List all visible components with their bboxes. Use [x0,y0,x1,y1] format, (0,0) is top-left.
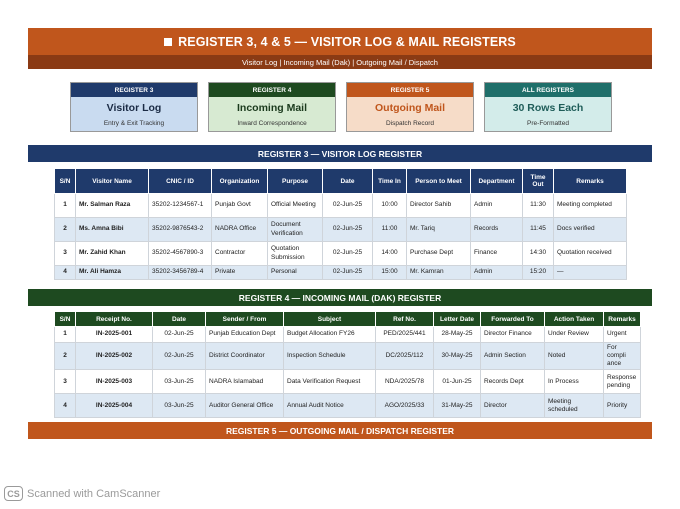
table-cell: Urgent [604,327,641,343]
column-header: CNIC / ID [149,169,212,194]
square-icon [164,38,172,46]
column-header: Person to Meet [407,169,471,194]
table-cell: Finance [471,242,523,266]
table-cell: 4 [55,266,76,280]
table-cell: Mr. Salman Raza [76,194,149,218]
table-cell: 02-Jun-25 [323,194,373,218]
page-title [28,28,652,55]
table-cell: 11:30 [523,194,554,218]
summary-card [208,82,336,132]
table-cell: Director Finance [481,327,545,343]
column-header: Action Taken [545,312,604,327]
column-header: S/N [55,169,76,194]
column-header: S/N [55,312,76,327]
card-caption: Dispatch Record [385,120,435,127]
table-cell: 03-Jun-25 [153,394,206,418]
table-cell: Mr. Zahid Khan [76,242,149,266]
visitor-header-row [55,169,627,194]
column-header: Letter Date [434,312,481,327]
table-cell: 02-Jun-25 [323,242,373,266]
table-cell: Contractor [212,242,268,266]
page-subtitle: Visitor Log | Incoming Mail (Dak) | Outgoing Mail / Dispatch [28,55,652,69]
table-cell: Response pending [604,370,641,394]
table-cell: 15:00 [373,266,407,280]
table-cell: NADRA Office [212,218,268,242]
summary-card [346,82,474,132]
table-row [55,327,641,343]
table-cell: Noted [545,343,604,370]
table-cell: AGO/2025/33 [376,394,434,418]
table-cell: Records [471,218,523,242]
table-cell: NADRA Islamabad [206,370,284,394]
table-cell: 02-Jun-25 [153,343,206,370]
table-cell: Inspection Schedule [284,343,376,370]
table-cell: 35202-3456789-4 [149,266,212,280]
table-cell: Mr. Ali Hamza [76,266,149,280]
table-cell: 11:45 [523,218,554,242]
table-cell: 2 [55,218,76,242]
table-cell: 14:30 [523,242,554,266]
table-cell: 35202-9876543-2 [149,218,212,242]
table-cell: PED/2025/441 [376,327,434,343]
column-header: Remarks [554,169,627,194]
visitor-log-table [54,168,627,280]
table-cell: 15:20 [523,266,554,280]
table-cell: Data Verification Request [284,370,376,394]
table-cell: 02-Jun-25 [323,218,373,242]
table-cell: 1 [55,194,76,218]
document [28,28,652,69]
card-caption: Entry & Exit Tracking [103,120,165,127]
table-cell: Annual Audit Notice [284,394,376,418]
card-title: Visitor Log [106,102,162,114]
table-cell: 35202-4567890-3 [149,242,212,266]
column-header: Date [153,312,206,327]
table-cell: Priority [604,394,641,418]
table-cell: Director [481,394,545,418]
table-cell: Admin [471,194,523,218]
outgoing-register-bar: REGISTER 5 — OUTGOING MAIL / DISPATCH REGISTER [28,422,652,439]
table-cell: Private [212,266,268,280]
column-header: Subject [284,312,376,327]
table-row [55,194,627,218]
table-cell: Records Dept [481,370,545,394]
card-tag: REGISTER 3 [71,83,197,97]
summary-cards [70,82,612,132]
table-cell: In Process [545,370,604,394]
table-cell: Admin Section [481,343,545,370]
card-title: 30 Rows Each [512,102,584,114]
table-cell: 02-Jun-25 [323,266,373,280]
table-row [55,394,641,418]
table-cell: 03-Jun-25 [153,370,206,394]
table-cell: Director Sahib [407,194,471,218]
table-cell: Auditor General Office [206,394,284,418]
table-cell: Under Review [545,327,604,343]
table-cell: 35202-1234567-1 [149,194,212,218]
column-header: Date [323,169,373,194]
table-cell: Document Verification [268,218,323,242]
column-header: Department [471,169,523,194]
incoming-mail-table [54,311,641,418]
summary-card [70,82,198,132]
table-cell: Punjab Govt [212,194,268,218]
table-row [55,218,627,242]
table-cell: Docs verified [554,218,627,242]
table-cell: 3 [55,370,76,394]
table-cell: Punjab Education Dept [206,327,284,343]
watermark-text: Scanned with CamScanner [27,487,161,500]
table-cell: IN-2025-002 [76,343,153,370]
table-cell: IN-2025-003 [76,370,153,394]
table-cell: 2 [55,343,76,370]
table-cell: 28-May-25 [434,327,481,343]
incoming-register-bar: REGISTER 4 — INCOMING MAIL (DAK) REGISTER [28,289,652,306]
table-cell: Admin [471,266,523,280]
column-header: Organization [212,169,268,194]
table-cell: 1 [55,327,76,343]
table-cell: IN-2025-001 [76,327,153,343]
table-cell: 14:00 [373,242,407,266]
column-header: Remarks [604,312,641,327]
column-header: Sender / From [206,312,284,327]
card-title: Outgoing Mail [375,102,445,114]
table-cell: Quotation received [554,242,627,266]
card-tag: REGISTER 5 [347,83,473,97]
table-cell: 31-May-25 [434,394,481,418]
table-cell: 10:00 [373,194,407,218]
table-cell: Meeting scheduled [545,394,604,418]
table-cell: Ms. Amna Bibi [76,218,149,242]
table-cell: 11:00 [373,218,407,242]
table-cell: 3 [55,242,76,266]
card-caption: Inward Correspondence [237,120,307,127]
table-cell: Quotation Submission [268,242,323,266]
column-header: Visitor Name [76,169,149,194]
summary-card [484,82,612,132]
table-row [55,242,627,266]
page-title-text: REGISTER 3, 4 & 5 — VISITOR LOG & MAIL REGISTERS [178,34,516,49]
camscanner-watermark [4,486,160,501]
table-cell: 01-Jun-25 [434,370,481,394]
column-header: Purpose [268,169,323,194]
camscanner-logo-icon: CS [4,486,23,501]
table-cell: IN-2025-004 [76,394,153,418]
column-header: Forwarded To [481,312,545,327]
card-caption: Pre-Formatted [527,120,569,127]
table-cell: District Coordinator [206,343,284,370]
column-header: Time In [373,169,407,194]
column-header: Ref No. [376,312,434,327]
table-cell: Personal [268,266,323,280]
card-tag: REGISTER 4 [209,83,335,97]
table-cell: For compli ance [604,343,641,370]
table-cell: DC/2025/112 [376,343,434,370]
visitor-register-bar: REGISTER 3 — VISITOR LOG REGISTER [28,145,652,162]
table-cell: Official Meeting [268,194,323,218]
table-row [55,266,627,280]
table-cell: 02-Jun-25 [153,327,206,343]
column-header: Receipt No. [76,312,153,327]
card-tag: ALL REGISTERS [485,83,611,97]
column-header: Time Out [523,169,554,194]
table-cell: NDA/2025/78 [376,370,434,394]
table-cell: Meeting completed [554,194,627,218]
table-cell: Budget Allocation FY26 [284,327,376,343]
incoming-header-row [55,312,641,327]
table-cell: 4 [55,394,76,418]
table-cell: Purchase Dept [407,242,471,266]
table-row [55,343,641,370]
table-cell: Mr. Tariq [407,218,471,242]
card-title: Incoming Mail [236,102,307,114]
table-cell: — [554,266,627,280]
table-row [55,370,641,394]
table-cell: 30-May-25 [434,343,481,370]
table-cell: Mr. Kamran [407,266,471,280]
